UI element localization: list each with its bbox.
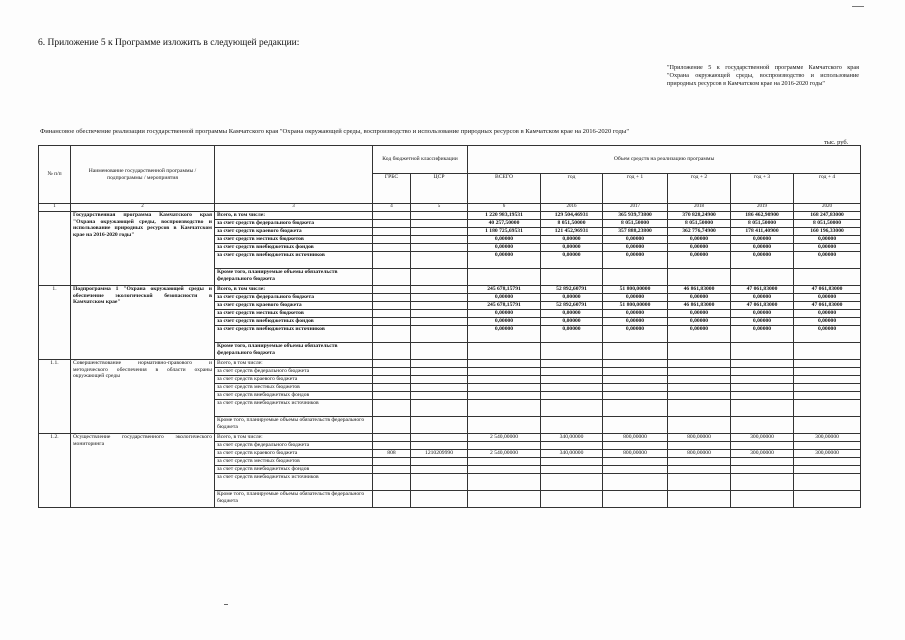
grbs-code (373, 474, 411, 491)
amount-cell (468, 417, 541, 434)
amount-cell: 0,00000 (541, 252, 603, 269)
header-total: ВСЕГО (468, 174, 541, 204)
amount-cell: 0,00000 (794, 326, 861, 343)
amount-cell (731, 368, 794, 376)
amount-cell: 0,00000 (668, 236, 731, 244)
funding-source: за счет средств местных бюджетов (215, 236, 373, 244)
amount-cell: 0,00000 (541, 310, 603, 318)
funding-source: за счет средств внебюджетных фондов (215, 392, 373, 400)
amount-cell (603, 269, 668, 286)
csr-code (411, 400, 468, 417)
grbs-code (373, 294, 411, 302)
header-csr: ЦСР (411, 174, 468, 204)
amount-cell: 245 678,15791 (468, 302, 541, 310)
funding-source: за счет средств внебюджетных источников (215, 474, 373, 491)
amount-cell (731, 269, 794, 286)
footer-dash (224, 604, 228, 605)
amount-cell (603, 392, 668, 400)
amount-cell (794, 417, 861, 434)
amount-cell (603, 417, 668, 434)
col-number: 2 (71, 204, 215, 212)
amount-cell (668, 442, 731, 450)
amount-cell: 8 051,50000 (794, 220, 861, 228)
amount-cell (541, 400, 603, 417)
amount-cell: 0,00000 (468, 236, 541, 244)
amount-cell: 0,00000 (794, 318, 861, 326)
amount-cell (603, 474, 668, 491)
grbs-code (373, 442, 411, 450)
amount-cell (603, 376, 668, 384)
funding-source: за счет средств краевого бюджета (215, 228, 373, 236)
amount-cell (468, 384, 541, 392)
csr-code: 1210209990 (411, 450, 468, 458)
amount-cell: 362 776,74900 (668, 228, 731, 236)
amount-cell (731, 474, 794, 491)
grbs-code (373, 491, 411, 508)
csr-code (411, 302, 468, 310)
program-name: Подпрограмма 1 "Охрана окружающей среды и обеспечение экологической безопасности в Камчатском крае" (71, 286, 215, 360)
year-label: 2018 (668, 204, 731, 212)
amount-cell: 0,00000 (668, 244, 731, 252)
header-year-plus-1: год + 1 (603, 174, 668, 204)
amount-cell: 47 061,83000 (731, 286, 794, 294)
funding-source: за счет средств внебюджетных фондов (215, 318, 373, 326)
amount-cell (794, 368, 861, 376)
year-label: 2016 (541, 204, 603, 212)
header-name: Наименование государственной программы / подпрограммы / мероприятия (71, 146, 215, 204)
amount-cell: 0,00000 (603, 326, 668, 343)
amount-cell (668, 474, 731, 491)
amount-cell: 800,00000 (668, 434, 731, 442)
amount-cell: 8 051,50000 (668, 220, 731, 228)
grbs-code (373, 318, 411, 326)
amount-cell: 47 061,83000 (794, 302, 861, 310)
amount-cell (794, 400, 861, 417)
amount-cell (731, 360, 794, 368)
grbs-code (373, 458, 411, 466)
amount-cell: 0,00000 (731, 310, 794, 318)
row-number: 1.1. (39, 360, 71, 434)
amount-cell (794, 392, 861, 400)
amount-cell: 0,00000 (603, 310, 668, 318)
amount-cell: 186 462,90900 (731, 212, 794, 220)
amount-cell: 0,00000 (731, 252, 794, 269)
funding-source: за счет средств внебюджетных источников (215, 326, 373, 343)
amount-cell (541, 417, 603, 434)
amount-cell (731, 376, 794, 384)
amount-cell: 0,00000 (468, 310, 541, 318)
amount-cell (731, 343, 794, 360)
grbs-code (373, 384, 411, 392)
amount-cell: 0,00000 (731, 236, 794, 244)
amount-cell (468, 400, 541, 417)
amount-cell: 357 888,23800 (603, 228, 668, 236)
amount-cell (541, 269, 603, 286)
amount-cell: 300,00000 (731, 450, 794, 458)
amount-cell (541, 392, 603, 400)
csr-code (411, 286, 468, 294)
grbs-code (373, 244, 411, 252)
amount-cell (731, 442, 794, 450)
grbs-code (373, 228, 411, 236)
amount-cell: 0,00000 (541, 244, 603, 252)
funding-source: за счет средств внебюджетных источников (215, 252, 373, 269)
amount-cell: 0,00000 (731, 244, 794, 252)
amount-cell (731, 458, 794, 466)
amount-cell (541, 458, 603, 466)
header-volume: Объем средств на реализацию программы (468, 146, 861, 174)
header-year: год (541, 174, 603, 204)
table-row (39, 360, 861, 368)
amount-cell (541, 360, 603, 368)
csr-code (411, 269, 468, 286)
csr-code (411, 474, 468, 491)
funding-source: Кроме того, планируемые объемы обязательств федерального бюджета (215, 269, 373, 286)
amount-cell (468, 491, 541, 508)
amount-cell: 300,00000 (731, 434, 794, 442)
amount-cell (541, 368, 603, 376)
header-year-plus-2: год + 2 (668, 174, 731, 204)
amount-cell: 0,00000 (794, 244, 861, 252)
funding-source: за счет средств федерального бюджета (215, 442, 373, 450)
amount-cell: 8 051,50000 (541, 220, 603, 228)
funding-source: Всего, в том числе: (215, 212, 373, 220)
year-label: 2019 (731, 204, 794, 212)
funding-source: Кроме того, планируемые объемы обязательств федерального бюджета (215, 491, 373, 508)
amount-cell (794, 360, 861, 368)
amount-cell: 800,00000 (603, 450, 668, 458)
amount-cell (468, 269, 541, 286)
amount-cell: 129 504,46931 (541, 212, 603, 220)
amount-cell: 0,00000 (468, 326, 541, 343)
amount-cell: 0,00000 (541, 326, 603, 343)
amount-cell (603, 458, 668, 466)
csr-code (411, 220, 468, 228)
amount-cell: 0,00000 (668, 318, 731, 326)
amount-cell (668, 392, 731, 400)
csr-code (411, 376, 468, 384)
funding-source: за счет средств внебюджетных фондов (215, 244, 373, 252)
amount-cell (668, 400, 731, 417)
program-name: Осуществление государственного экологического мониторинга (71, 434, 215, 508)
amount-cell: 0,00000 (794, 294, 861, 302)
grbs-code (373, 310, 411, 318)
amount-cell: 0,00000 (794, 236, 861, 244)
amount-cell (468, 458, 541, 466)
amount-cell (794, 442, 861, 450)
amount-cell: 52 892,60791 (541, 302, 603, 310)
col-number: 6 (468, 204, 541, 212)
amount-cell: 0,00000 (668, 326, 731, 343)
header-blank (215, 146, 373, 204)
csr-code (411, 252, 468, 269)
amount-cell: 0,00000 (731, 294, 794, 302)
amount-cell (668, 417, 731, 434)
grbs-code (373, 466, 411, 474)
csr-code (411, 326, 468, 343)
amount-cell (731, 491, 794, 508)
amount-cell: 0,00000 (541, 318, 603, 326)
amount-cell (541, 343, 603, 360)
grbs-code (373, 434, 411, 442)
amount-cell (468, 376, 541, 384)
table-row (39, 434, 861, 442)
amount-cell: 0,00000 (794, 252, 861, 269)
amount-cell: 46 861,83000 (668, 286, 731, 294)
program-name: Государственная программа Камчатского края "Охрана окружающей среды, воспроизводство и использование природных ресурсов в Камчатском крае на 2016-2020 годы" (71, 212, 215, 286)
page-number-mark (852, 6, 864, 11)
amount-cell (794, 466, 861, 474)
financing-table (38, 145, 861, 508)
csr-code (411, 318, 468, 326)
csr-code (411, 458, 468, 466)
funding-source: за счет средств внебюджетных источников (215, 400, 373, 417)
funding-source: Всего, в том числе: (215, 434, 373, 442)
funding-source: за счет средств федерального бюджета (215, 294, 373, 302)
amount-cell (603, 368, 668, 376)
amount-cell (731, 466, 794, 474)
amount-cell: 365 939,73800 (603, 212, 668, 220)
amount-cell: 340,00000 (541, 450, 603, 458)
col-number: 5 (411, 204, 468, 212)
document-heading: 6. Приложение 5 к Программе изложить в следующей редакции: (38, 38, 300, 48)
csr-code (411, 310, 468, 318)
csr-code (411, 384, 468, 392)
amount-cell (668, 384, 731, 392)
row-number: 1. (39, 286, 71, 360)
amount-cell (731, 400, 794, 417)
csr-code (411, 392, 468, 400)
amount-cell (468, 466, 541, 474)
amount-cell: 0,00000 (731, 318, 794, 326)
amount-cell: 800,00000 (603, 434, 668, 442)
amount-cell (668, 360, 731, 368)
amount-cell: 0,00000 (731, 326, 794, 343)
grbs-code (373, 400, 411, 417)
amount-cell: 0,00000 (603, 252, 668, 269)
grbs-code (373, 368, 411, 376)
amount-cell: 0,00000 (468, 318, 541, 326)
amount-cell (668, 368, 731, 376)
amount-cell: 0,00000 (794, 310, 861, 318)
amount-cell: 40 257,50000 (468, 220, 541, 228)
grbs-code (373, 220, 411, 228)
amount-cell: 0,00000 (541, 294, 603, 302)
csr-code (411, 212, 468, 220)
table-row (39, 212, 861, 220)
amount-cell (794, 491, 861, 508)
csr-code (411, 294, 468, 302)
amount-cell: 8 051,50000 (603, 220, 668, 228)
grbs-code (373, 326, 411, 343)
amount-cell (468, 360, 541, 368)
amount-cell (731, 384, 794, 392)
amount-cell (541, 442, 603, 450)
csr-code (411, 466, 468, 474)
row-number: 1.2. (39, 434, 71, 508)
amount-cell (541, 384, 603, 392)
amount-cell: 47 061,83000 (731, 302, 794, 310)
amount-cell: 0,00000 (541, 236, 603, 244)
csr-code (411, 491, 468, 508)
csr-code (411, 343, 468, 360)
csr-code (411, 442, 468, 450)
funding-source: за счет средств федерального бюджета (215, 220, 373, 228)
grbs-code (373, 236, 411, 244)
amount-cell (668, 491, 731, 508)
amount-cell (731, 392, 794, 400)
grbs-code (373, 392, 411, 400)
amount-cell: 168 247,83000 (794, 212, 861, 220)
header-year-plus-3: год + 3 (731, 174, 794, 204)
amount-cell (668, 343, 731, 360)
amount-cell: 0,00000 (668, 252, 731, 269)
amount-cell (603, 400, 668, 417)
csr-code (411, 244, 468, 252)
grbs-code: 808 (373, 450, 411, 458)
grbs-code (373, 302, 411, 310)
amount-cell (794, 269, 861, 286)
amount-cell (794, 384, 861, 392)
funding-source: за счет средств местных бюджетов (215, 310, 373, 318)
csr-code (411, 434, 468, 442)
amount-cell (468, 343, 541, 360)
amount-cell (603, 384, 668, 392)
grbs-code (373, 376, 411, 384)
amount-cell (541, 376, 603, 384)
csr-code (411, 417, 468, 434)
funding-source: за счет средств краевого бюджета (215, 302, 373, 310)
amount-cell: 0,00000 (603, 294, 668, 302)
funding-source: за счет средств краевого бюджета (215, 376, 373, 384)
amount-cell: 2 540,00000 (468, 434, 541, 442)
amount-cell (541, 491, 603, 508)
csr-code (411, 368, 468, 376)
amount-cell (668, 458, 731, 466)
amount-cell: 1 180 725,69531 (468, 228, 541, 236)
amount-cell: 121 452,96931 (541, 228, 603, 236)
row-number (39, 212, 71, 286)
amount-cell: 2 540,00000 (468, 450, 541, 458)
funding-source: за счет средств внебюджетных фондов (215, 466, 373, 474)
csr-code (411, 236, 468, 244)
col-number: 3 (215, 204, 373, 212)
amount-cell: 51 800,00000 (603, 286, 668, 294)
amount-cell: 0,00000 (468, 294, 541, 302)
amount-cell: 0,00000 (603, 244, 668, 252)
funding-source: Всего, в том числе: (215, 360, 373, 368)
grbs-code (373, 360, 411, 368)
amount-cell (668, 269, 731, 286)
funding-source: за счет средств местных бюджетов (215, 458, 373, 466)
amount-cell (668, 466, 731, 474)
funding-source: за счет средств федерального бюджета (215, 368, 373, 376)
amount-cell: 46 861,83000 (668, 302, 731, 310)
amount-cell: 0,00000 (468, 252, 541, 269)
amount-cell (603, 360, 668, 368)
amount-cell (603, 343, 668, 360)
grbs-code (373, 343, 411, 360)
amount-cell: 0,00000 (603, 318, 668, 326)
amount-cell: 51 800,00000 (603, 302, 668, 310)
appendix-note: "Приложение 5 к государственной программе Камчатского края "Охрана окружающей среды, воспроизводство и использование природных ресурсов в Камчатском крае на 2016-2020 годы" (667, 64, 859, 87)
amount-cell: 160 196,33000 (794, 228, 861, 236)
amount-cell (541, 466, 603, 474)
grbs-code (373, 417, 411, 434)
year-label: 2017 (603, 204, 668, 212)
amount-cell: 0,00000 (668, 310, 731, 318)
amount-cell (468, 368, 541, 376)
amount-cell (794, 474, 861, 491)
program-name: Совершенствование нормативно-правового и методического обеспечения в области охраны окружающей среды (71, 360, 215, 434)
amount-cell: 370 828,24900 (668, 212, 731, 220)
header-num: № п/п (39, 146, 71, 204)
table-row (39, 286, 861, 294)
units-label: тыс. руб. (824, 139, 849, 146)
grbs-code (373, 212, 411, 220)
funding-source: Кроме того, планируемые объемы обязательств федерального бюджета (215, 343, 373, 360)
amount-cell (794, 343, 861, 360)
header-budget-code: Код бюджетной классификации (373, 146, 468, 174)
funding-source: Кроме того, планируемые объемы обязательств федерального бюджета (215, 417, 373, 434)
table-title: Финансовое обеспечение реализации государственной программы Камчатского края "Охрана окружающей среды, воспроизводство и использование природных ресурсов в Камчатском крае на 2016-2020 годы" (40, 128, 630, 135)
amount-cell (794, 376, 861, 384)
amount-cell (731, 417, 794, 434)
funding-source: за счет средств местных бюджетов (215, 384, 373, 392)
amount-cell (603, 442, 668, 450)
amount-cell: 300,00000 (794, 434, 861, 442)
amount-cell: 8 051,50000 (731, 220, 794, 228)
amount-cell: 0,00000 (468, 244, 541, 252)
table-body (39, 212, 861, 508)
amount-cell: 178 411,40900 (731, 228, 794, 236)
amount-cell (603, 491, 668, 508)
amount-cell (468, 474, 541, 491)
amount-cell (603, 466, 668, 474)
amount-cell: 1 220 983,19531 (468, 212, 541, 220)
grbs-code (373, 286, 411, 294)
header-grbs: ГРБС (373, 174, 411, 204)
grbs-code (373, 269, 411, 286)
amount-cell (468, 392, 541, 400)
amount-cell: 800,00000 (668, 450, 731, 458)
col-number: 1 (39, 204, 71, 212)
amount-cell: 300,00000 (794, 450, 861, 458)
funding-source: Всего, в том числе: (215, 286, 373, 294)
amount-cell (468, 442, 541, 450)
amount-cell (541, 474, 603, 491)
year-label: 2020 (794, 204, 861, 212)
csr-code (411, 360, 468, 368)
amount-cell: 0,00000 (603, 236, 668, 244)
grbs-code (373, 252, 411, 269)
funding-source: за счет средств краевого бюджета (215, 450, 373, 458)
amount-cell (794, 458, 861, 466)
amount-cell: 0,00000 (668, 294, 731, 302)
amount-cell: 47 061,83000 (794, 286, 861, 294)
amount-cell: 340,00000 (541, 434, 603, 442)
header-year-plus-4: год + 4 (794, 174, 861, 204)
amount-cell: 245 678,15791 (468, 286, 541, 294)
amount-cell: 52 892,60791 (541, 286, 603, 294)
csr-code (411, 228, 468, 236)
col-number: 4 (373, 204, 411, 212)
amount-cell (668, 376, 731, 384)
